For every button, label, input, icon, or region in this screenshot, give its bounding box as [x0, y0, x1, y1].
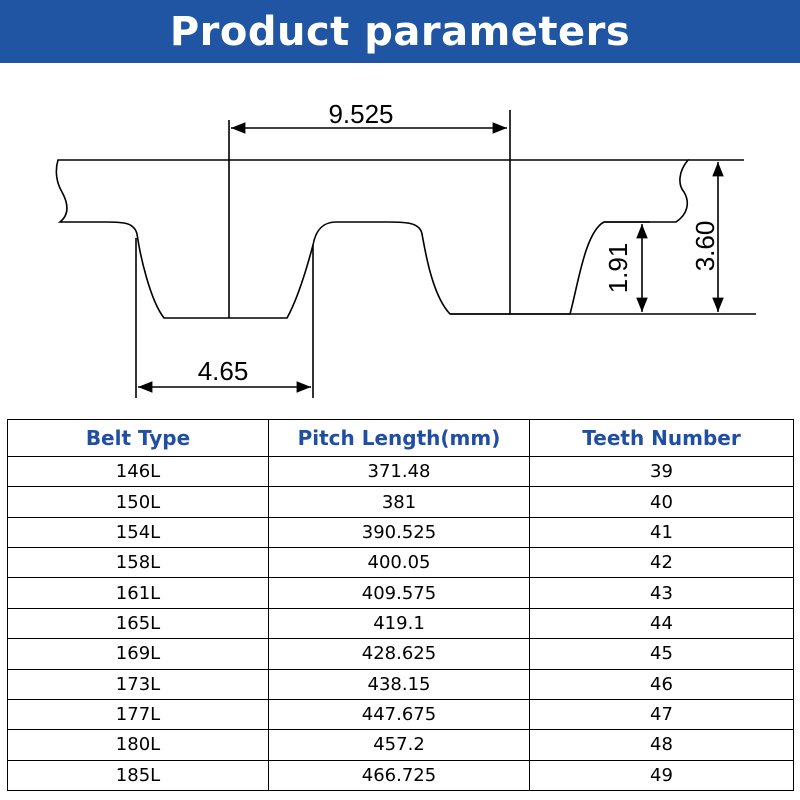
- belt-type-cell: 146L: [8, 457, 269, 487]
- teeth-number-cell: 41: [530, 517, 794, 547]
- pitch-length-cell: 371.48: [269, 457, 530, 487]
- pitch-length-cell: 390.525: [269, 517, 530, 547]
- table-row: [8, 578, 794, 608]
- belt-type-cell: 177L: [8, 699, 269, 729]
- belt-type-cell: 158L: [8, 548, 269, 578]
- page-title: Product parameters: [169, 8, 631, 55]
- pitch-length-cell: 457.2: [269, 730, 530, 760]
- teeth-number-cell: 46: [530, 669, 794, 699]
- belt-type-cell: 161L: [8, 578, 269, 608]
- belt-spec-table: [7, 419, 794, 791]
- belt-type-cell: 154L: [8, 517, 269, 547]
- column-header-pitch-length: Pitch Length(mm): [269, 420, 530, 457]
- table-header-row: [8, 420, 794, 457]
- teeth-number-cell: 45: [530, 639, 794, 669]
- table-row: [8, 639, 794, 669]
- belt-type-cell: 150L: [8, 487, 269, 517]
- pitch-length-cell: 400.05: [269, 548, 530, 578]
- pitch-length-cell: 438.15: [269, 669, 530, 699]
- table-row: [8, 457, 794, 487]
- table-row: [8, 760, 794, 790]
- table-row: [8, 669, 794, 699]
- tooth-width-dimension-label: 4.65: [197, 356, 249, 386]
- column-header-teeth-number: Teeth Number: [530, 420, 794, 457]
- teeth-number-cell: 43: [530, 578, 794, 608]
- table-row: [8, 487, 794, 517]
- table-row: [8, 730, 794, 760]
- pitch-length-cell: 409.575: [269, 578, 530, 608]
- belt-type-cell: 169L: [8, 639, 269, 669]
- belt-type-cell: 185L: [8, 760, 269, 790]
- pitch-length-cell: 419.1: [269, 608, 530, 638]
- belt-type-cell: 173L: [8, 669, 269, 699]
- title-banner: [0, 0, 800, 63]
- teeth-number-cell: 47: [530, 699, 794, 729]
- belt-type-cell: 180L: [8, 730, 269, 760]
- table-row: [8, 699, 794, 729]
- table-row: [8, 608, 794, 638]
- teeth-number-cell: 40: [530, 487, 794, 517]
- table-row: [8, 548, 794, 578]
- total-height-dimension-label: 3.60: [690, 220, 720, 272]
- pitch-length-cell: 447.675: [269, 699, 530, 729]
- pitch-dimension-label: 9.525: [328, 99, 394, 129]
- belt-type-cell: 165L: [8, 608, 269, 638]
- teeth-number-cell: 42: [530, 548, 794, 578]
- pitch-length-cell: 428.625: [269, 639, 530, 669]
- pitch-length-cell: 466.725: [269, 760, 530, 790]
- tooth-height-dimension-label: 1.91: [603, 242, 633, 294]
- column-header-belt-type: Belt Type: [8, 420, 269, 457]
- belt-profile-diagram: [0, 63, 800, 415]
- teeth-number-cell: 39: [530, 457, 794, 487]
- teeth-number-cell: 49: [530, 760, 794, 790]
- table-row: [8, 517, 794, 547]
- belt-outline: [56, 160, 688, 318]
- teeth-number-cell: 44: [530, 608, 794, 638]
- pitch-length-cell: 381: [269, 487, 530, 517]
- teeth-number-cell: 48: [530, 730, 794, 760]
